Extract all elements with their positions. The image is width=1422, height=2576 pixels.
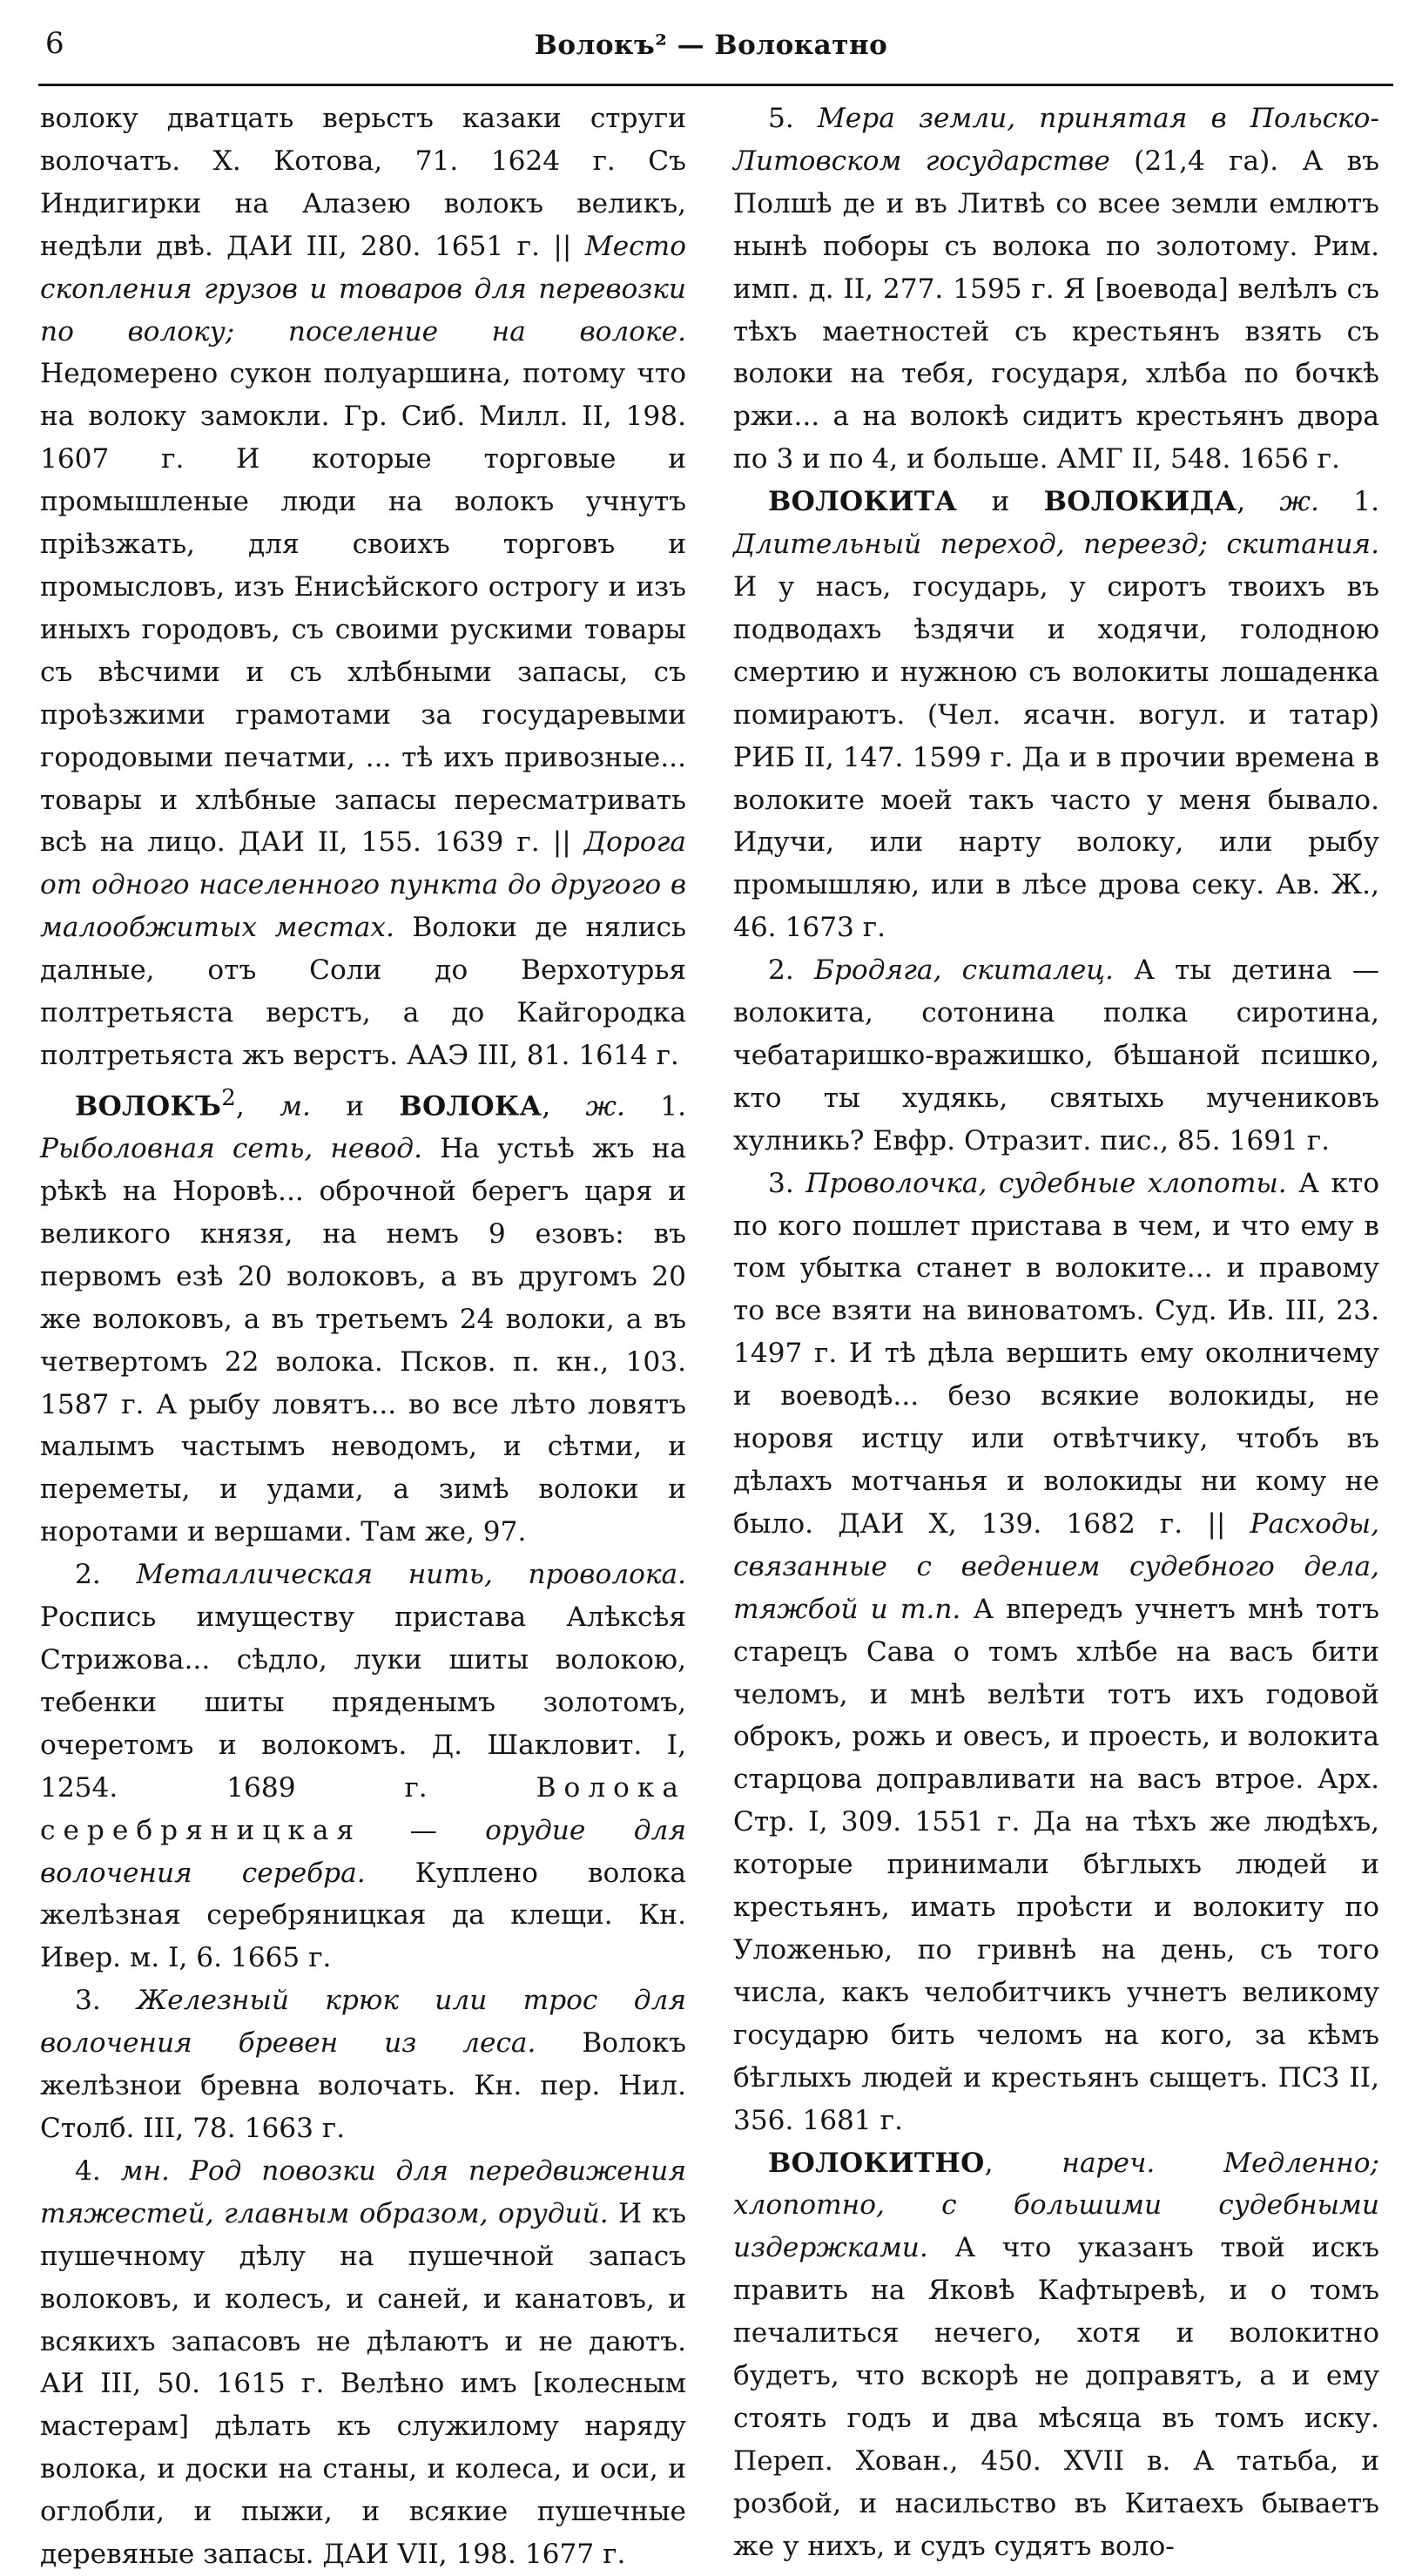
entry-volokita	[733, 481, 1379, 949]
sense-4	[40, 2150, 686, 2576]
text: 1.	[624, 1090, 687, 1123]
sense-5	[733, 98, 1379, 481]
grammar-label: ж.	[585, 1090, 625, 1123]
sense-3	[40, 1979, 686, 2150]
grammar-label: м.	[280, 1090, 311, 1123]
text: А ты детина — волокита, сотонина полка сиротина, чебатаришко-вражишко, бѣшаной псишко, кто ты худякь, святыхь мучениковъ хулникь? Евфр. Отразит. пис., 85. 1691 г.	[733, 954, 1380, 1157]
text: Волокъ желѣзнои бревна волочать. Кн. пер. Нил. Столб. III, 78. 1663 г.	[40, 2027, 686, 2144]
definition: Длительный переход, переезд; скитания.	[733, 529, 1379, 561]
homonym-number: 2	[221, 1084, 236, 1111]
text: А кто по кого пошлет пристава в чем, и что ему в том убытка станет в волоките... и правому то все взяти на виноватомъ. Суд. Ив. III, 23. 1497 г. И тѣ дѣла вершить ему околничему и воеводѣ... безо всякие волокиды, не норовя истцу или отвѣтчику, чтобъ въ дѣлахъ мотчанья и волокиды ни кому не было. ДАИ X, 139. 1682 г. ||	[733, 1167, 1380, 1540]
definition: Расходы, связанные с ведением судебного дела, тяжбой и т.п.	[733, 1507, 1379, 1625]
text: А что указанъ твой искъ править на Яковѣ Кафтыревѣ, и о томъ печалиться нечего, хотя и волокитно будетъ, что вскорѣ не доправятъ, а и ему стоять годъ и два мѣсяца въ томъ иску. Переп. Хован., 450. XVII в. А татьба, и розбой, и насильство въ Китаехъ бываетъ же у нихъ, и судъ судятъ воло-	[733, 2232, 1379, 2562]
text: 1.	[1318, 486, 1380, 518]
entry-volokitno	[733, 2142, 1379, 2568]
definition: орудие для волочения серебра.	[40, 1814, 686, 1889]
headword: ВОЛОКА	[399, 1090, 543, 1123]
text: и	[957, 486, 1044, 518]
definition: Проволочка, судебные хлопоты.	[805, 1167, 1287, 1199]
text: И у насъ, государь, у сиротъ твоихъ въ подводахъ ѣздячи и ходячи, голодною смертию и нужною съ волокиты лошаденка помираютъ. (Чел. ясачн. вогул. и татар) РИБ II, 147. 1599 г. Да и в прочии времена в волоките моей такъ часто у меня бывало. Идучи, или нарту волоку, или рыбу промышляю, или в лѣсе дрова секу. Ав. Ж., 46. 1673 г.	[733, 570, 1379, 944]
text: (21,4 га). А въ Полшѣ де и въ Литвѣ со всее земли емлютъ нынѣ поборы съ волока по золотому. Рим. имп. д. II, 277. 1595 г. Я [воевода] велѣлъ съ тѣхъ маетностей съ крестьянъ взять съ волоки на тебя, государя, хлѣба по бочкѣ ржи... а на волокѣ сидитъ крестьянъ двора по 3 и по 4, и больше. АМГ II, 548. 1656 г.	[733, 145, 1379, 475]
text: 3.	[768, 1167, 806, 1199]
text: На устьѣ жъ на рѣкѣ на Норовѣ... оброчной берегъ царя и великого князя, на немъ 9 езовъ: въ первомъ езѣ 20 волоковъ, а въ другомъ 20 же волоковъ, а въ третьемъ 24 волоки, а въ четвертомъ 22 волока. Псков. п. кн., 103. 1587 г. А рыбу ловятъ... во все лѣто ловятъ малымъ частымъ неводомъ, и сѣтми, и переметы, и удами, а зимѣ волоки и норотами и вершами. Там же, 97.	[40, 1133, 686, 1548]
text: ,	[984, 2147, 1062, 2179]
text: 4.	[75, 2155, 121, 2187]
text: ,	[542, 1090, 586, 1123]
headword: ВОЛОКИДА	[1043, 486, 1237, 518]
text: ,	[1237, 486, 1280, 518]
definition: Медленно; хлопотно, с большими судебными издержками.	[733, 2147, 1379, 2264]
text: А впередъ учнетъ мнѣ тотъ старецъ Сава о томъ хлѣбе на васъ бити челомъ, и мнѣ велѣти тотъ ихъ годовой оброкъ, рожь и овесъ, и проесть, и волокита старцова доправливати на васъ втрое. Арх. Стр. I, 309. 1551 г. Да на тѣхъ же людѣхъ, которые принимали бѣглыхъ людей и крестьянъ, имать проѣсти и волокиту по Уложенью, по гривнѣ на день, съ того числа, какъ челобитчикъ учнетъ великому государю бить челомъ на кого, за кѣмъ бѣглыхъ людей и крестьянъ сыщетъ. ПСЗ II, 356. 1681 г.	[733, 1593, 1379, 2136]
text: Куплено волока желѣзная серебряницкая да клещи. Кн. Ивер. м. I, 6. 1665 г.	[40, 1857, 686, 1974]
definition: Железный крюк или трос для волочения бревен из леса.	[40, 1985, 687, 2060]
grammar-label: ж.	[1279, 486, 1319, 518]
left-column	[40, 98, 686, 2576]
grammar-label: нареч.	[1061, 2147, 1156, 2179]
phrase: Волока серебряницкая	[40, 1771, 686, 1846]
sense-3	[733, 1163, 1379, 2142]
text: 2.	[768, 954, 815, 987]
entry-volok2	[40, 1077, 686, 1554]
text: ,	[235, 1090, 280, 1123]
right-column	[733, 98, 1379, 2568]
page-number: 6	[45, 26, 64, 61]
headword: ВОЛОКЪ	[75, 1090, 222, 1123]
sense-2	[40, 1554, 686, 1979]
text	[1155, 2148, 1223, 2179]
headword: ВОЛОКИТА	[768, 486, 958, 518]
sense-2	[733, 949, 1379, 1163]
entry-volok1-continuation	[40, 98, 686, 1077]
running-head: Волокъ² — Волокатно	[534, 30, 888, 61]
definition: Металлическая нить, проволока.	[136, 1559, 686, 1591]
text: волоку дватцать верьстъ казаки струги волочатъ. Х. Котова, 71. 1624 г. Съ Индигирки на Алазею волокъ великъ, недѣли двѣ. ДАИ III, 280. 1651 г. ||	[40, 103, 686, 262]
text: 2.	[75, 1559, 137, 1591]
text: Волоки де нялись далные, отъ Соли до Верхотурья полтретьяста верстъ, а до Кайгородка полтретьяста жъ верстъ. ААЭ III, 81. 1614 г.	[40, 912, 686, 1071]
definition: Мера земли, принятая в Польско-Литовском государстве	[733, 103, 1379, 177]
header-rule	[38, 84, 1393, 86]
text: И къ пушечному дѣлу на пушечной запасъ волоковъ, и колесъ, и саней, и канатовъ, и всякихъ запасовъ не дѣлаютъ и не даютъ. АИ III, 50. 1615 г. Велѣно имъ [колесным мастерам] дѣлать къ служилому наряду волока, и доски на станы, и колеса, и оси, и оглобли, и пыжи, и всякие пушечные деревяные запасы. ДАИ VII, 198. 1677 г.	[40, 2197, 686, 2571]
definition: Дорога от одного населенного пункта до другого в малообжитых местах.	[40, 826, 686, 944]
definition: мн. Род повозки для передвижения тяжестей, главным образом, орудий.	[40, 2155, 687, 2229]
text: —	[361, 1814, 486, 1846]
text: и	[310, 1090, 400, 1123]
definition: Место скопления грузов и товаров для перевозки по волоку; поселение на волоке.	[40, 230, 686, 347]
text: Недомерено сукон полуаршина, потому что на волоку замокли. Гр. Сиб. Милл. II, 198. 1607 г. И которые торговые и промышленые люди на волокъ учнутъ пріѣзжать, для своихъ торговъ и промысловъ, изъ Енисѣйского острогу и изъ иныхъ городовъ, съ своими рускими товары съ вѣсчими и съ хлѣбными запасы, съ проѣзжими грамотами за государевыми городовыми печатми, ... тѣ ихъ привозные... товары и хлѣбные запасы пересматривать всѣ на лицо. ДАИ II, 155. 1639 г. ||	[40, 358, 686, 859]
headword: ВОЛОКИТНО	[768, 2147, 985, 2179]
definition: Бродяга, скиталец.	[814, 954, 1114, 987]
text: Роспись имуществу пристава Алѣксѣя Стрижова... сѣдло, луки шиты волокою, тебенки шиты пряденымъ золотомъ, очеретомъ и волокомъ. Д. Шакловит. I, 1254. 1689 г.	[40, 1602, 686, 1804]
text: 5.	[768, 103, 818, 134]
definition: Рыболовная сеть, невод.	[40, 1133, 422, 1165]
text: 3.	[75, 1985, 138, 2017]
